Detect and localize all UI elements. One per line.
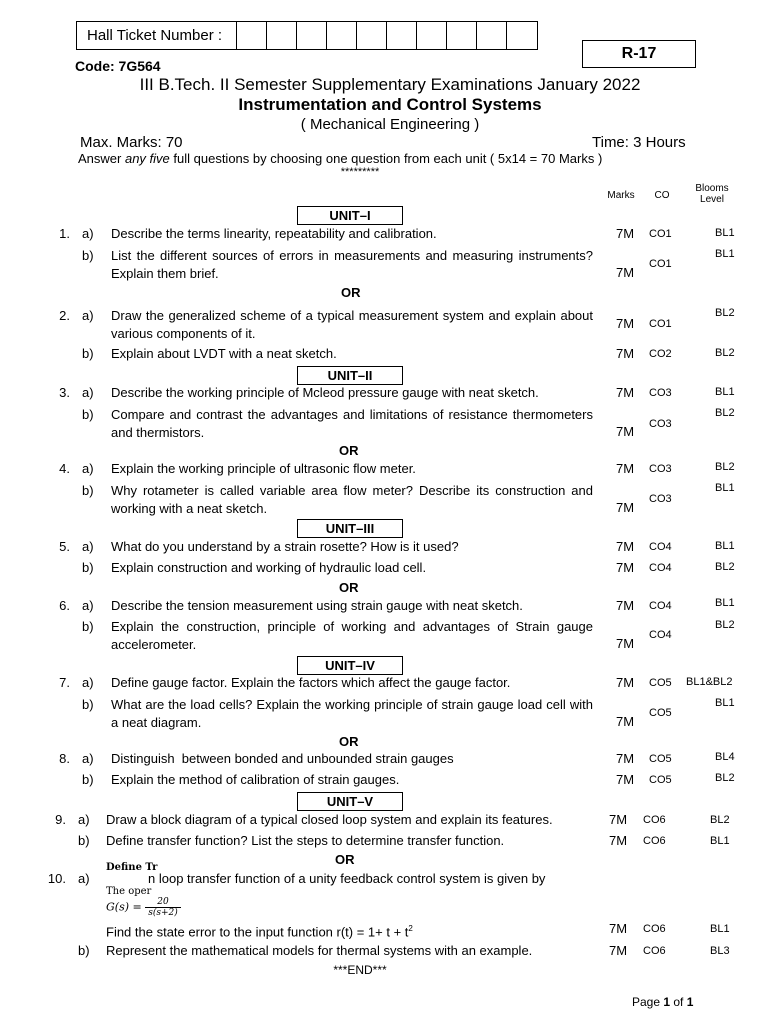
question-text: Explain the method of calibration of strain gauges. — [111, 772, 400, 787]
column-blooms-line1: Blooms — [695, 183, 729, 194]
page-number — [632, 995, 693, 1009]
question-marks: 7M — [616, 598, 635, 613]
question-part: b) — [82, 248, 94, 263]
hall-ticket-cell — [237, 22, 267, 49]
or-divider: OR — [341, 285, 361, 300]
overlap-text: The oper — [106, 886, 152, 897]
max-marks: Max. Marks: 70 — [80, 134, 183, 151]
question-co: CO6 — [643, 814, 666, 826]
question-part: b) — [82, 346, 94, 361]
question-marks: 7M — [609, 943, 628, 958]
page-current: 1 — [663, 995, 671, 1009]
hall-ticket-cell — [357, 22, 387, 49]
question-blooms: BL1 — [715, 697, 735, 709]
instruction-post: full questions by choosing one question from each unit ( 5x14 = 70 Marks ) — [169, 151, 603, 166]
question-part: b) — [78, 943, 90, 958]
question-number: 1. — [59, 226, 70, 241]
question-marks: 7M — [616, 385, 635, 400]
formula-numerator: 20 — [145, 897, 181, 908]
question-text: Distinguish between bonded and unbounded strain gauges — [111, 751, 454, 766]
formula-lhs: G(s) = — [106, 900, 142, 914]
question-part: a) — [82, 751, 94, 766]
question-marks: 7M — [616, 751, 635, 766]
question-part: a) — [82, 308, 94, 323]
question-part: a) — [82, 461, 94, 476]
subject-title: Instrumentation and Control Systems — [238, 95, 542, 114]
question-number: 7. — [59, 675, 70, 690]
question-co: CO6 — [643, 835, 666, 847]
question-part: b) — [82, 619, 94, 634]
question-blooms: BL3 — [710, 945, 730, 957]
question-part: b) — [82, 483, 94, 498]
question-text: List the different sources of errors in measurements and measuring instruments? Explain them brief. — [111, 248, 593, 281]
question-text: Define gauge factor. Explain the factors which affect the gauge factor. — [111, 675, 511, 690]
question-blooms: BL1 — [715, 540, 735, 552]
question-co: CO5 — [649, 774, 672, 786]
or-divider: OR — [335, 852, 355, 867]
question-blooms: BL1 — [710, 923, 730, 935]
formula-fraction — [145, 897, 181, 918]
question-blooms: BL2 — [715, 461, 735, 473]
question-part: b) — [82, 407, 94, 422]
hall-ticket-cell — [417, 22, 447, 49]
question-text-find — [106, 920, 596, 941]
hall-ticket-label: Hall Ticket Number : — [77, 22, 237, 49]
question-part: b) — [82, 697, 94, 712]
question-part: a) — [78, 812, 90, 827]
question-marks: 7M — [616, 500, 635, 515]
exam-title: III B.Tech. II Semester Supplementary Examinations January 2022 — [139, 75, 641, 94]
question-co: CO1 — [649, 228, 672, 240]
question-blooms: BL1 — [715, 597, 735, 609]
question-text: Describe the tension measurement using strain gauge with neat sketch. — [111, 598, 523, 613]
question-blooms: BL2 — [715, 307, 735, 319]
question-part: a) — [82, 675, 94, 690]
question-number: 5. — [59, 539, 70, 554]
formula-denominator: s(s+2) — [148, 908, 178, 918]
unit-heading: UNIT–III — [297, 519, 403, 538]
page-pre: Page — [632, 995, 664, 1009]
question-co: CO1 — [649, 318, 672, 330]
branch-title: ( Mechanical Engineering ) — [300, 116, 480, 133]
question-co: CO4 — [649, 600, 672, 612]
question-marks: 7M — [609, 921, 628, 936]
question-text: Represent the mathematical models for thermal systems with an example. — [106, 943, 533, 958]
hall-ticket-box — [76, 21, 538, 50]
question-part: b) — [78, 833, 90, 848]
instruction-emphasis: any five — [124, 151, 170, 166]
question-marks: 7M — [616, 772, 635, 787]
question-marks: 7M — [616, 636, 635, 651]
question-number: 6. — [59, 598, 70, 613]
question-text: Compare and contrast the advantages and limitations of resistance thermometers and thermistors. — [111, 407, 593, 440]
question-part: a) — [82, 598, 94, 613]
question-co: CO3 — [649, 387, 672, 399]
question-marks: 7M — [616, 226, 635, 241]
question-text: What are the load cells? Explain the working principle of strain gauge load cell with a neat diagram. — [111, 697, 593, 730]
question-number: 9. — [55, 812, 66, 827]
question-blooms: BL2 — [715, 561, 735, 573]
hall-ticket-cell — [327, 22, 357, 49]
question-blooms: BL1 — [715, 227, 735, 239]
question-blooms: BL1&BL2 — [686, 676, 733, 688]
question-marks: 7M — [609, 812, 628, 827]
question-co: CO5 — [649, 677, 672, 689]
question-marks: 7M — [616, 265, 635, 280]
column-blooms-line2: Level — [700, 194, 724, 205]
question-marks: 7M — [616, 424, 635, 439]
question-text: Draw the generalized scheme of a typical measurement system and explain about various components of it. — [111, 308, 593, 341]
unit-heading: UNIT–V — [297, 792, 403, 811]
question-text: Explain about LVDT with a neat sketch. — [111, 346, 337, 361]
question-marks: 7M — [609, 833, 628, 848]
question-text: Explain the construction, principle of working and advantages of Strain gauge accelerometer. — [111, 619, 593, 652]
question-marks: 7M — [616, 560, 635, 575]
question-part: a) — [82, 226, 94, 241]
question-part: a) — [82, 385, 94, 400]
overlap-text: Define Tr — [106, 862, 158, 873]
page-mid: of — [670, 995, 687, 1009]
question-text: Draw a block diagram of a typical closed loop system and explain its features. — [106, 812, 553, 827]
or-divider: OR — [339, 734, 359, 749]
question-co: CO2 — [649, 348, 672, 360]
instruction-pre: Answer — [78, 151, 125, 166]
question-blooms: BL1 — [715, 386, 735, 398]
question-number: 2. — [59, 308, 70, 323]
question-number: 10. — [47, 871, 66, 886]
question-text: Explain the working principle of ultrasonic flow meter. — [111, 461, 416, 476]
question-co: CO6 — [643, 923, 666, 935]
find-text: Find the state error to the input function r(t) = 1+ t + t — [106, 924, 409, 940]
instructions — [78, 151, 602, 166]
question-blooms: BL2 — [715, 772, 735, 784]
column-blooms — [688, 183, 736, 205]
question-text: Describe the working principle of Mcleod pressure gauge with neat sketch. — [111, 385, 539, 400]
question-co: CO3 — [649, 493, 672, 505]
question-part: b) — [82, 772, 94, 787]
page-total: 1 — [686, 995, 694, 1009]
transfer-function-formula — [106, 897, 181, 918]
question-co: CO4 — [649, 629, 672, 641]
paper-code: Code: 7G564 — [75, 58, 161, 74]
question-marks: 7M — [616, 539, 635, 554]
hall-ticket-cell — [387, 22, 417, 49]
question-blooms: BL1 — [710, 835, 730, 847]
question-number: 3. — [59, 385, 70, 400]
question-number: 8. — [59, 751, 70, 766]
question-part: b) — [82, 560, 94, 575]
question-marks: 7M — [616, 675, 635, 690]
or-divider: OR — [339, 580, 359, 595]
question-co: CO4 — [649, 562, 672, 574]
unit-heading: UNIT–I — [297, 206, 403, 225]
question-text: Explain construction and working of hydraulic load cell. — [111, 560, 427, 575]
question-blooms: BL2 — [710, 814, 730, 826]
question-text: Why rotameter is called variable area flow meter? Describe its construction and working with a neat sketch. — [111, 483, 593, 516]
separator-stars: ********* — [340, 166, 380, 178]
question-text: n loop transfer function of a unity feedback control system is given by — [148, 871, 546, 886]
question-text: Define transfer function? List the steps to determine transfer function. — [106, 833, 505, 848]
question-marks: 7M — [616, 461, 635, 476]
question-co: CO5 — [649, 707, 672, 719]
time-allowed: Time: 3 Hours — [592, 134, 686, 151]
question-text: Describe the terms linearity, repeatability and calibration. — [111, 226, 437, 241]
column-co: CO — [654, 190, 670, 201]
question-co: CO6 — [643, 945, 666, 957]
unit-heading: UNIT–II — [297, 366, 403, 385]
hall-ticket-cell — [297, 22, 327, 49]
regulation-badge: R-17 — [582, 40, 696, 68]
question-co: CO4 — [649, 541, 672, 553]
question-blooms: BL1 — [715, 482, 735, 494]
question-blooms: BL2 — [715, 407, 735, 419]
question-part: a) — [78, 871, 90, 886]
question-marks: 7M — [616, 316, 635, 331]
hall-ticket-cell — [447, 22, 477, 49]
question-part: a) — [82, 539, 94, 554]
end-marker: ***END*** — [333, 963, 387, 977]
question-blooms: BL2 — [715, 347, 735, 359]
or-divider: OR — [339, 443, 359, 458]
question-blooms: BL2 — [715, 619, 735, 631]
question-blooms: BL4 — [715, 751, 735, 763]
hall-ticket-cell — [507, 22, 537, 49]
question-blooms: BL1 — [715, 248, 735, 260]
column-marks: Marks — [607, 190, 635, 201]
question-marks: 7M — [616, 346, 635, 361]
unit-heading: UNIT–IV — [297, 656, 403, 675]
question-co: CO5 — [649, 753, 672, 765]
question-number: 4. — [59, 461, 70, 476]
question-marks: 7M — [616, 714, 635, 729]
question-co: CO3 — [649, 463, 672, 475]
hall-ticket-cell — [477, 22, 507, 49]
hall-ticket-cell — [267, 22, 297, 49]
question-text: What do you understand by a strain rosette? How is it used? — [111, 539, 459, 554]
find-superscript: 2 — [408, 924, 413, 933]
question-co: CO3 — [649, 418, 672, 430]
question-co: CO1 — [649, 258, 672, 270]
